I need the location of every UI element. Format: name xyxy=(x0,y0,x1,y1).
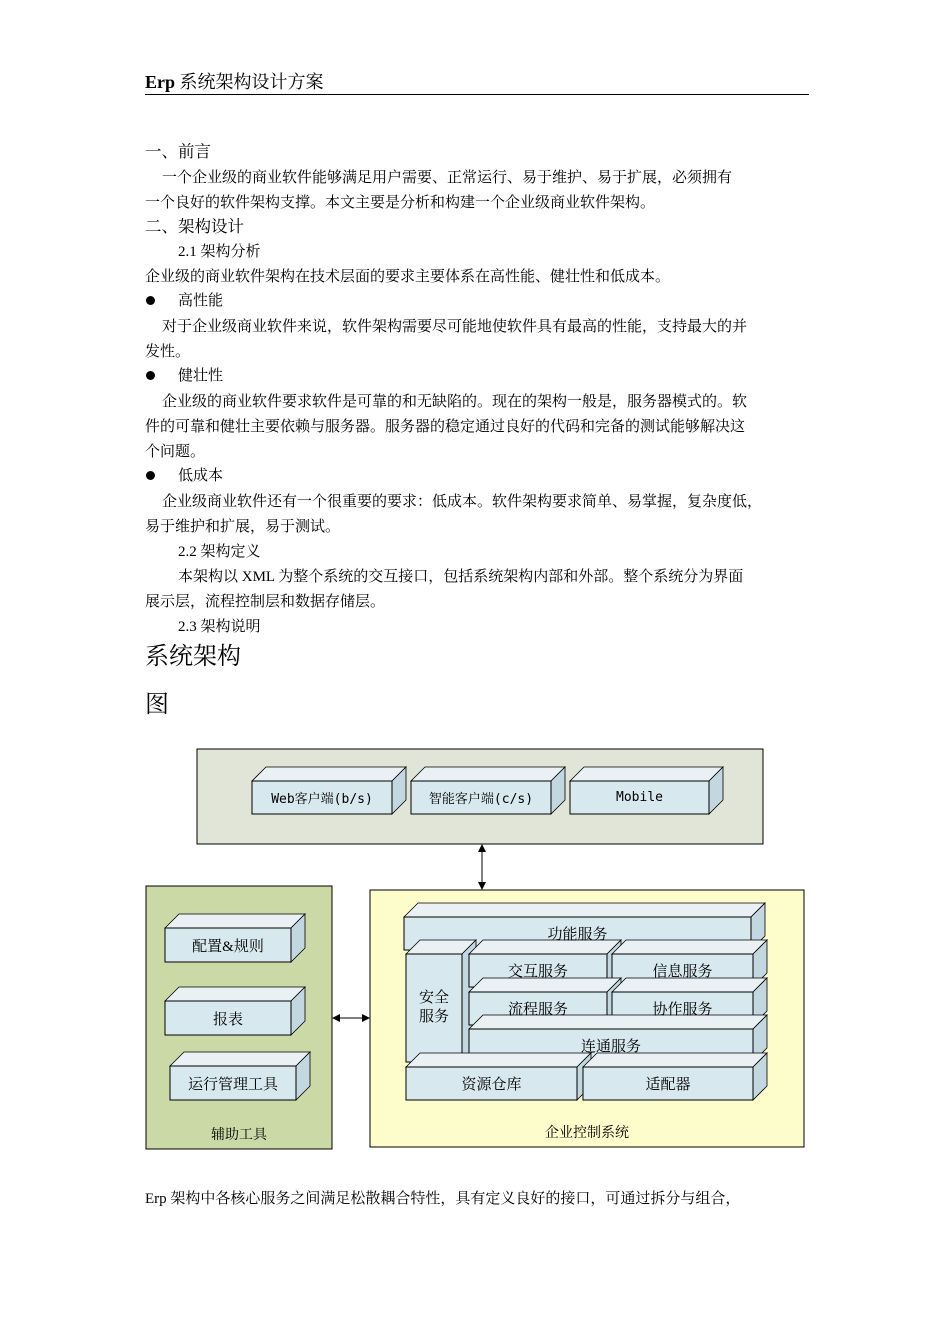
paragraph-line: 企业级的商业软件要求软件是可靠的和无缺陷的。现在的架构一般是，服务器模式的。软 xyxy=(162,394,748,410)
client-smart-label: 智能客户端(c/s) xyxy=(428,792,534,807)
collab-service-label: 协作服务 xyxy=(652,1002,713,1018)
tool-report-label: 报表 xyxy=(212,1011,243,1028)
paragraph-line: 企业级商业软件还有一个很重要的要求：低成本。软件架构要求简单、易掌握，复杂度低， xyxy=(162,494,763,510)
paragraph-line: 本架构以 XML 为整个系统的交互接口，包括系统架构内部和外部。整个系统分为界面 xyxy=(178,569,744,585)
bullet-title: 健壮性 xyxy=(178,368,224,384)
tool-runtime-label: 运行管理工具 xyxy=(187,1076,278,1093)
paragraph-line: 企业级的商业软件架构在技术层面的要求主要体系在高性能、健壮性和低成本。 xyxy=(145,269,671,285)
paragraph-line: 对于企业级商业软件来说，软件架构需要尽可能地使软件具有最高的性能，支持最大的并 xyxy=(162,319,748,335)
resource-repo-label: 资源仓库 xyxy=(461,1077,522,1093)
section-1-heading: 一、前言 xyxy=(145,142,211,161)
figure-title-line-1: 系统架构 xyxy=(145,644,241,670)
enterprise-caption: 企业控制系统 xyxy=(545,1126,629,1141)
paragraph-line: 件的可靠和健壮主要依赖与服务器。服务器的稳定通过良好的代码和完备的测试能够解决这 xyxy=(145,419,746,435)
subsection-2-2-heading: 2.2 架构定义 xyxy=(178,544,261,560)
paragraph-line: 展示层，流程控制层和数据存储层。 xyxy=(145,594,386,610)
paragraph-line: Erp 架构中各核心服务之间满足松散耦合特性，具有定义良好的接口，可通过拆分与组合， xyxy=(145,1191,741,1207)
security-service-label: 安全服务 xyxy=(418,990,449,1025)
subsection-2-1-heading: 2.1 架构分析 xyxy=(178,244,261,260)
tool-config-label: 配置&规则 xyxy=(192,938,264,955)
subsection-2-3-heading: 2.3 架构说明 xyxy=(178,619,261,635)
header-title-rest: 系统架构设计方案 xyxy=(175,72,324,92)
paragraph-line: 一个企业级的商业软件能够满足用户需要、正常运行、易于维护、易于扩展，必须拥有 xyxy=(162,170,733,186)
section-2-heading: 二、架构设计 xyxy=(145,217,244,236)
paragraph-line: 易于维护和扩展，易于测试。 xyxy=(145,519,341,535)
bullet-title: 高性能 xyxy=(178,293,224,309)
connect-service-label: 连通服务 xyxy=(580,1039,641,1055)
client-mobile-label: Mobile xyxy=(616,790,663,805)
interaction-service-label: 交互服务 xyxy=(507,964,568,980)
bullet-title: 低成本 xyxy=(178,468,224,484)
client-web-label: Web客户端(b/s) xyxy=(271,792,373,807)
info-service-label: 信息服务 xyxy=(652,964,713,980)
function-service-label: 功能服务 xyxy=(547,927,608,943)
process-service-label: 流程服务 xyxy=(507,1002,568,1018)
paragraph-line: 个问题。 xyxy=(145,444,206,460)
paragraph-line: 发性。 xyxy=(145,344,191,360)
adapter-label: 适配器 xyxy=(645,1077,691,1093)
tools-caption: 辅助工具 xyxy=(211,1128,267,1143)
figure-title-line-2: 图 xyxy=(145,692,169,718)
paragraph-line: 一个良好的软件架构支撑。本文主要是分析和构建一个企业级商业软件架构。 xyxy=(145,195,656,211)
header-title-bold: Erp xyxy=(145,72,176,92)
